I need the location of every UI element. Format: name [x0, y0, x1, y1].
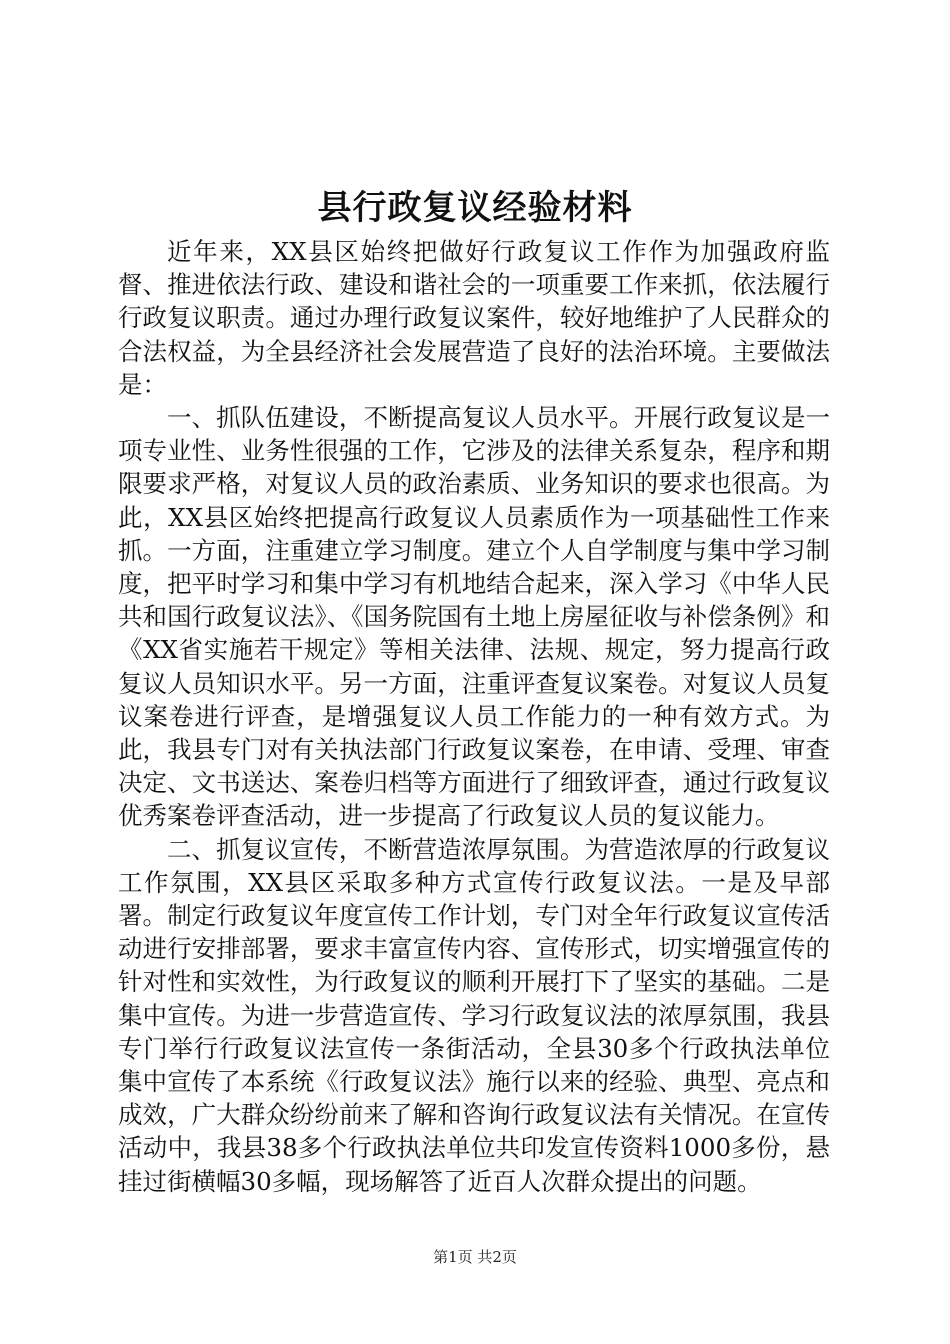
- paragraph-intro: 近年来，XX县区始终把做好行政复议工作作为加强政府监督、推进依法行政、建设和谐社会的一项重要工作来抓，依法履行行政复议职责。通过办理行政复议案件，较好地维护了人民群众的合法权益，为全县经济社会发展营造了良好的法治环境。主要做法是：: [118, 237, 830, 399]
- document-title: 县行政复议经验材料: [317, 188, 633, 228]
- paragraph-publicity: 二、抓复议宣传，不断营造浓厚氛围。为营造浓厚的行政复议工作氛围，XX县区采取多种方式宣传行政复议法。一是及早部署。制定行政复议年度宣传工作计划，专门对全年行政复议宣传活动进行安排部署，要求丰富宣传内容、宣传形式，切实增强宣传的针对性和实效性，为行政复议的顺利开展打下了坚实的基础。二是集中宣传。为进一步营造宣传、学习行政复议法的浓厚氛围，我县专门举行行政复议法宣传一条街活动，全县30多个行政执法单位集中宣传了本系统《行政复议法》施行以来的经验、典型、亮点和成效，广大群众纷纷前来了解和咨询行政复议法有关情况。在宣传活动中，我县38多个行政执法单位共印发宣传资料1000多份，悬挂过街横幅30多幅，现场解答了近百人次群众提出的问题。: [118, 834, 830, 1196]
- paragraph-team-building: 一、抓队伍建设，不断提高复议人员水平。开展行政复议是一项专业性、业务性很强的工作，它涉及的法律关系复杂，程序和期限要求严格，对复议人员的政治素质、业务知识的要求也很高。为此，XX县区始终把提高行政复议人员素质作为一项基础性工作来抓。一方面，注重建立学习制度。建立个人自学制度与集中学习制度，把平时学习和集中学习有机地结合起来，深入学习《中华人民共和国行政复议法》、《国务院国有土地上房屋征收与补偿条例》和《XX省实施若干规定》等相关法律、法规、规定，努力提高行政复议人员知识水平。另一方面，注重评查复议案卷。对复议人员复议案卷进行评查，是增强复议人员工作能力的一种有效方式。为此，我县专门对有关执法部门行政复议案卷，在申请、受理、审查决定、文书送达、案卷归档等方面进行了细致评查，通过行政复议优秀案卷评查活动，进一步提高了行政复议人员的复议能力。: [118, 403, 830, 831]
- page-footer: 第1页 共2页: [433, 1248, 517, 1266]
- document-body: [118, 235, 830, 1198]
